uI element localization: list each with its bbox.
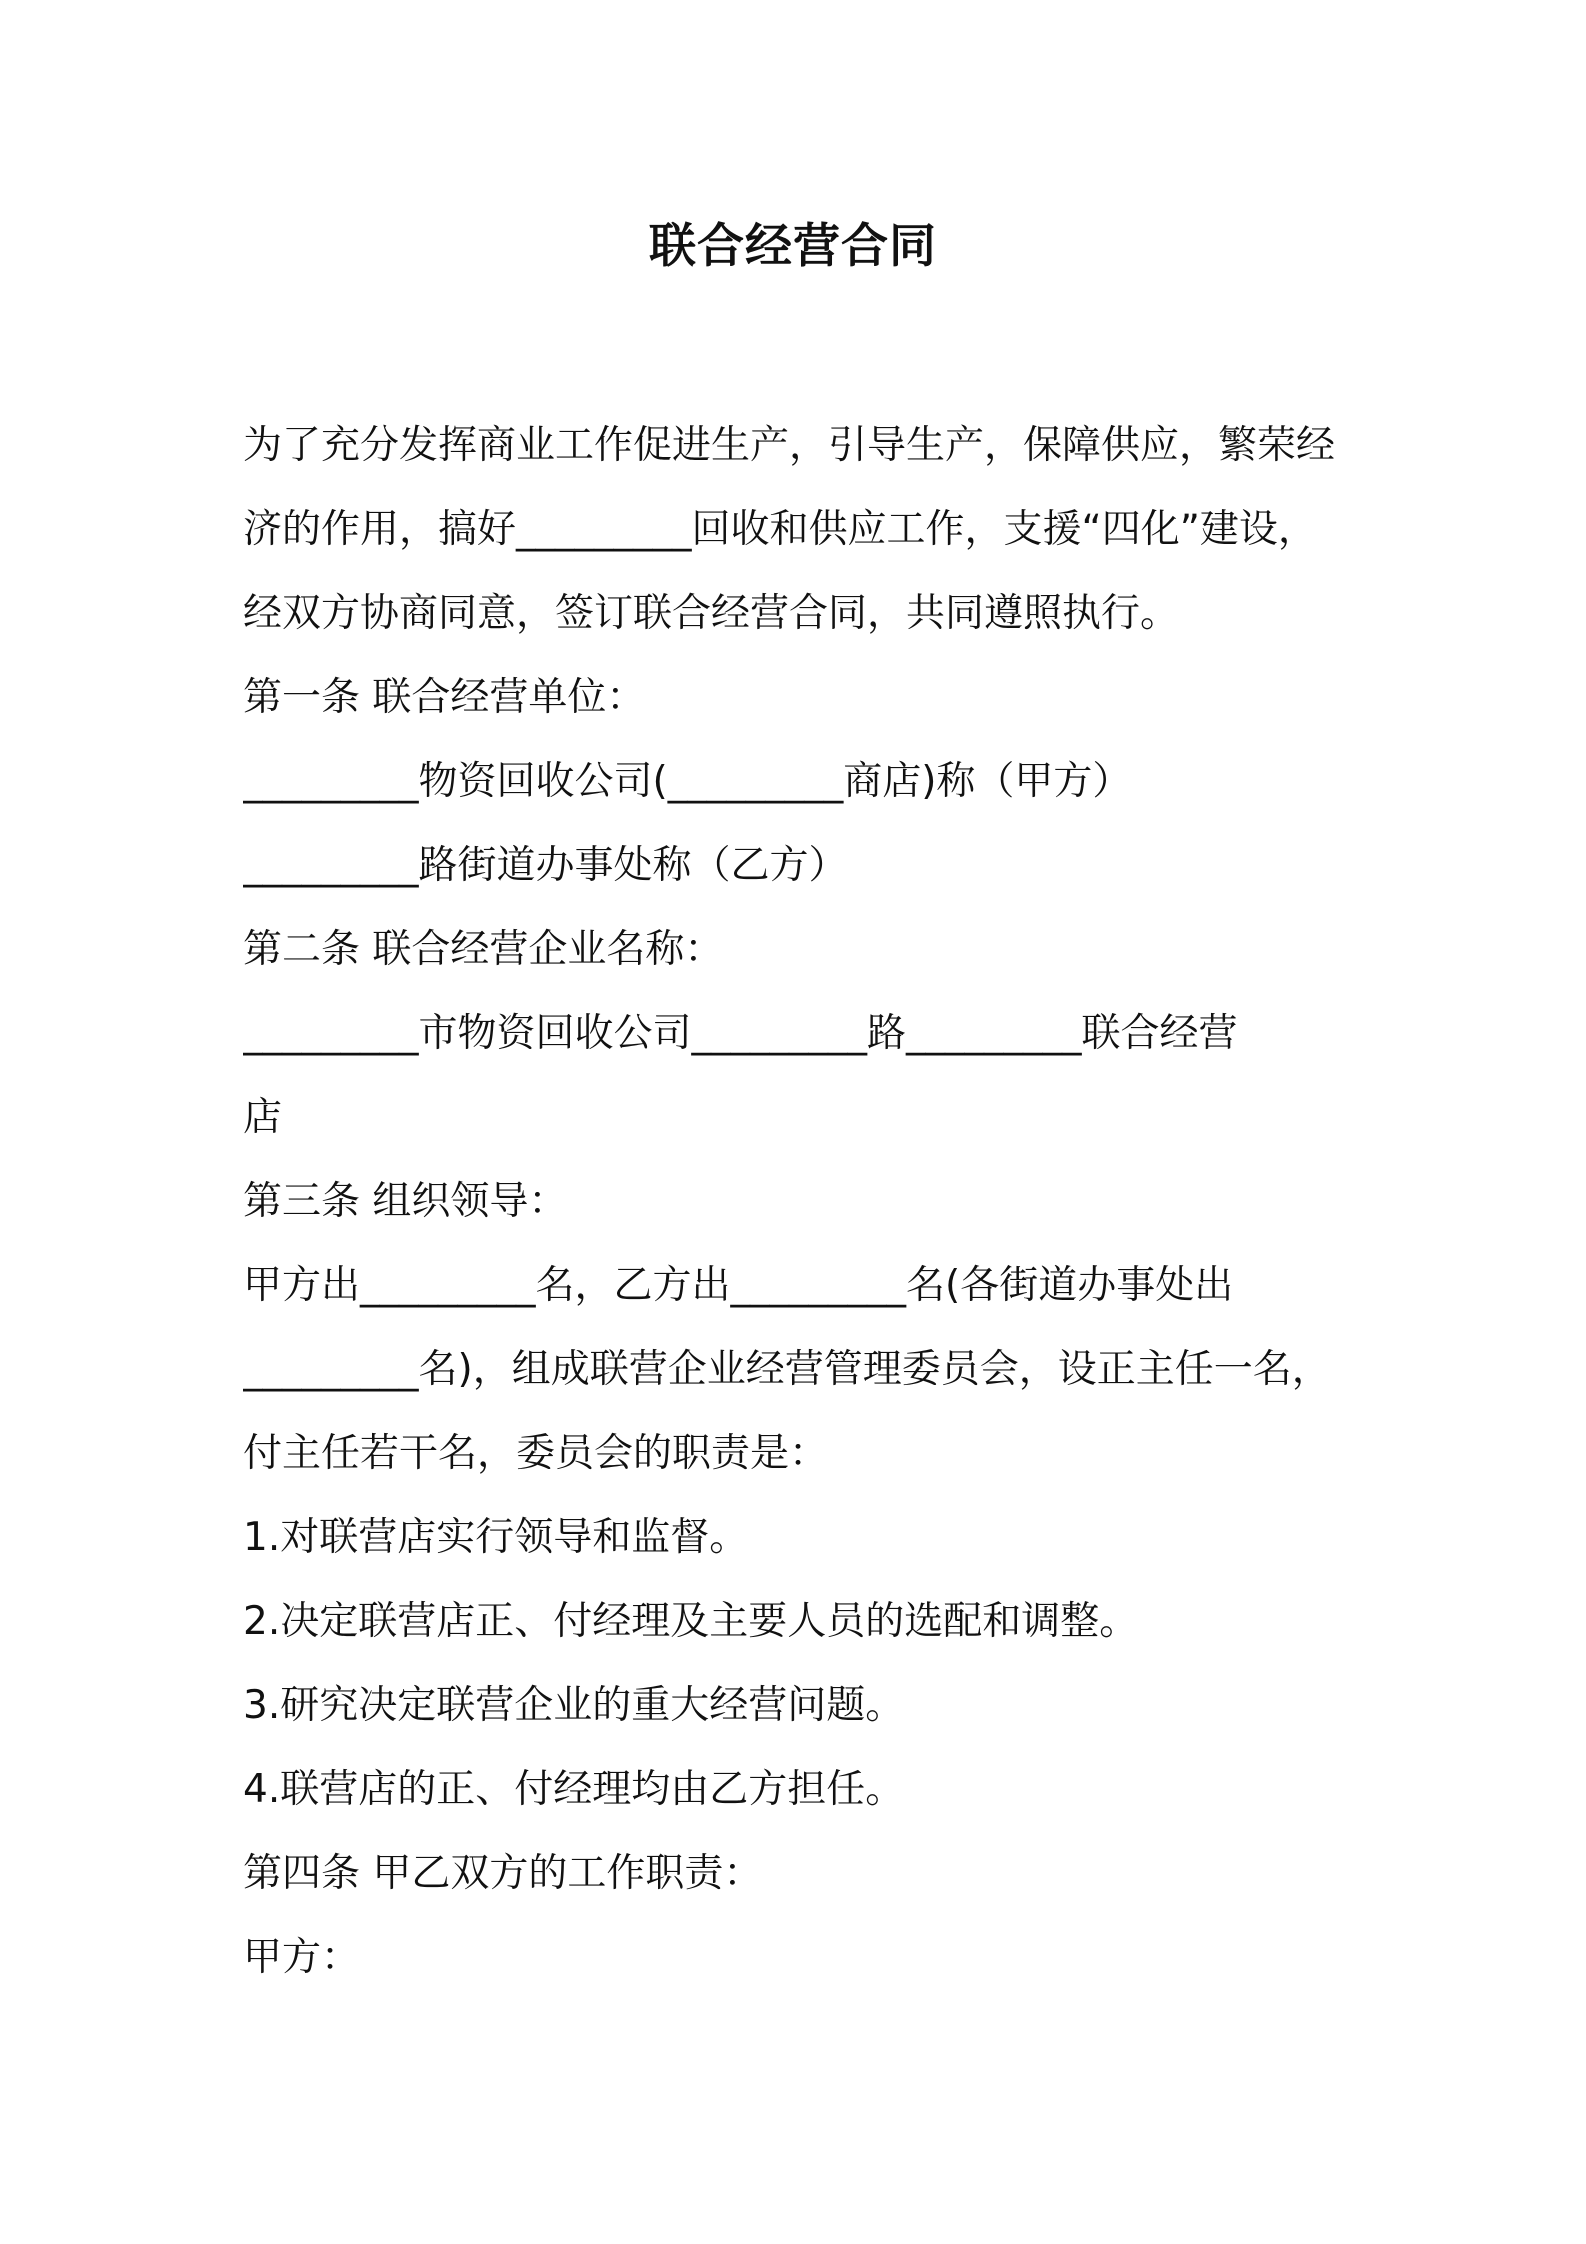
article-3-heading: 第三条 组织领导： bbox=[243, 1179, 568, 1224]
duty-item-3: 3.研究决定联营企业的重大经营问题。 bbox=[243, 1683, 905, 1728]
party-a-heading: 甲方： bbox=[243, 1935, 361, 1980]
committee-line-1: 甲方出_________名，乙方出_________名(各街道办事处出 bbox=[243, 1263, 1234, 1308]
intro-line-1: 为了充分发挥商业工作促进生产，引导生产，保障供应，繁荣经 bbox=[243, 423, 1336, 468]
duty-item-4: 4.联营店的正、付经理均由乙方担任。 bbox=[243, 1767, 905, 1812]
document-title: 联合经营合同 bbox=[649, 219, 937, 274]
article-4-heading: 第四条 甲乙双方的工作职责： bbox=[243, 1851, 763, 1896]
party-a-line: _________物资回收公司(_________商店)称（甲方） bbox=[243, 759, 1132, 804]
enterprise-name-line-2: 店 bbox=[243, 1095, 283, 1140]
duty-item-2: 2.决定联营店正、付经理及主要人员的选配和调整。 bbox=[243, 1599, 1139, 1644]
committee-line-3: 付主任若干名，委员会的职责是： bbox=[243, 1431, 829, 1476]
intro-line-2: 济的作用，搞好_________回收和供应工作，支援“四化”建设， bbox=[243, 507, 1317, 552]
duty-item-1: 1.对联营店实行领导和监督。 bbox=[243, 1515, 749, 1560]
document-body bbox=[243, 404, 1363, 2000]
intro-line-3: 经双方协商同意，签订联合经营合同，共同遵照执行。 bbox=[243, 591, 1180, 636]
article-1-heading: 第一条 联合经营单位： bbox=[243, 675, 646, 720]
committee-line-2: _________名)，组成联营企业经营管理委员会，设正主任一名， bbox=[243, 1347, 1331, 1392]
party-b-line: _________路街道办事处称（乙方） bbox=[243, 843, 848, 888]
enterprise-name-line-1: _________市物资回收公司_________路_________联合经营 bbox=[243, 1011, 1238, 1056]
article-2-heading: 第二条 联合经营企业名称： bbox=[243, 927, 724, 972]
